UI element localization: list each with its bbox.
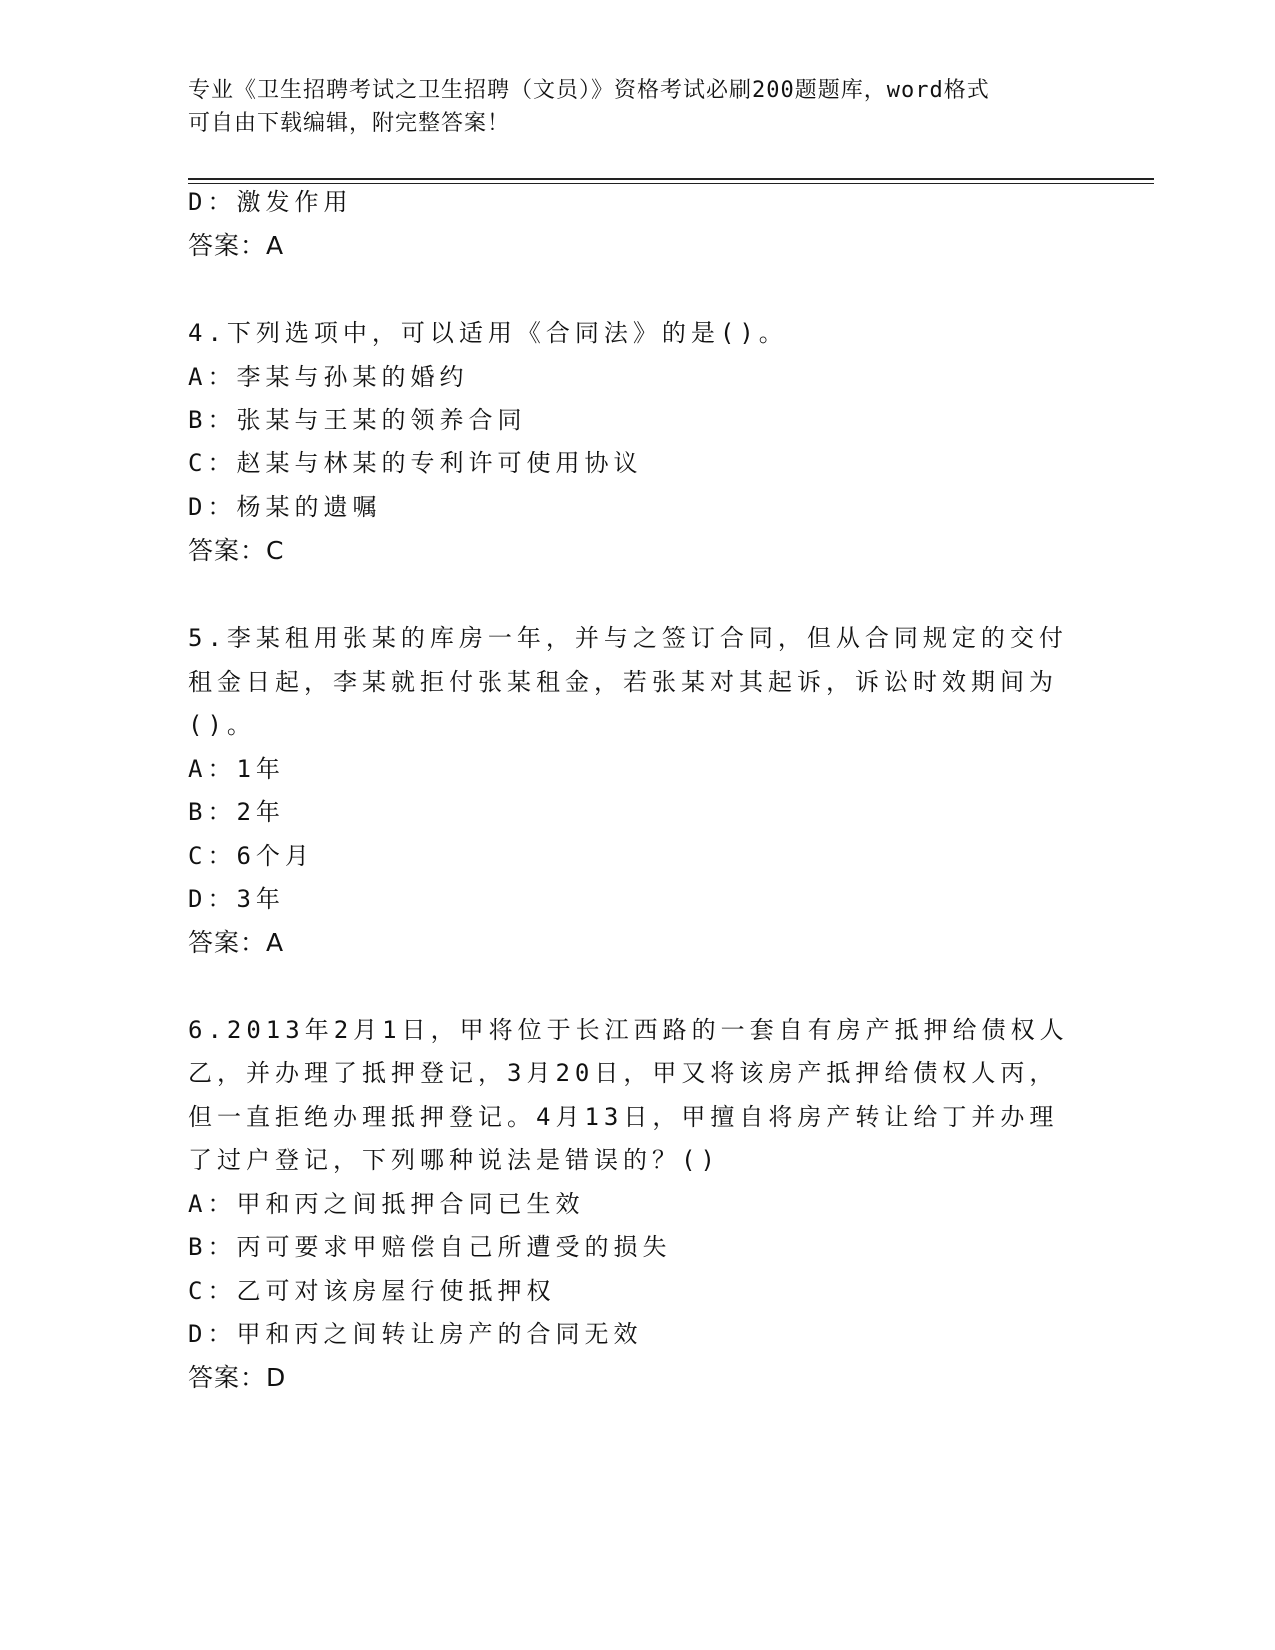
q5-stem-line2: 租金日起，李某就拒付张某租金，若张某对其起诉，诉讼时效期间为 (188, 668, 1058, 696)
header-title-line2: 可自由下载编辑，附完整答案！ (188, 111, 511, 136)
q4-option-c: C：赵某与林某的专利许可使用协议 (188, 449, 643, 477)
q5-stem-line1: 5.李某租用张某的库房一年，并与之签订合同，但从合同规定的交付 (188, 624, 1068, 652)
q5-stem-line3: ()。 (188, 711, 256, 739)
q6-stem-line2: 乙，并办理了抵押登记，3月20日，甲又将该房产抵押给债权人丙， (188, 1059, 1059, 1087)
q5-option-a: A：1年 (188, 755, 285, 783)
q6-stem-line4: 了过户登记，下列哪种说法是错误的？() (188, 1146, 720, 1174)
q3-option-d: D：激发作用 (188, 188, 353, 216)
q4-option-a: A：李某与孙某的婚约 (188, 363, 469, 391)
q5-option-d: D：3年 (188, 885, 285, 913)
document-header (188, 74, 1068, 140)
q6-option-b: B：丙可要求甲赔偿自己所遭受的损失 (188, 1233, 672, 1261)
q6-stem-line3: 但一直拒绝办理抵押登记。4月13日，甲擅自将房产转让给丁并办理 (188, 1103, 1059, 1131)
header-title-line1: 专业《卫生招聘考试之卫生招聘（文员）》资格考试必刷200题题库，word格式 (188, 78, 990, 103)
q6-option-d: D：甲和丙之间转让房产的合同无效 (188, 1320, 643, 1348)
q5-option-c: C：6个月 (188, 842, 314, 870)
q4-option-b: B：张某与王某的领养合同 (188, 406, 527, 434)
q5-option-b: B：2年 (188, 798, 285, 826)
q6-option-a: A：甲和丙之间抵押合同已生效 (188, 1190, 585, 1218)
header-divider-thin (188, 183, 1154, 184)
q3-answer: 答案：A (188, 231, 285, 260)
q6-answer: 答案：D (188, 1363, 287, 1392)
q5-answer: 答案：A (188, 928, 285, 957)
q4-stem: 4.下列选项中，可以适用《合同法》的是()。 (188, 319, 788, 347)
header-divider-thick (188, 178, 1154, 180)
q4-option-d: D：杨某的遗嘱 (188, 493, 382, 521)
q6-stem-line1: 6.2013年2月1日，甲将位于长江西路的一套自有房产抵押给债权人 (188, 1016, 1069, 1044)
q6-option-c: C：乙可对该房屋行使抵押权 (188, 1277, 556, 1305)
q4-answer: 答案：C (188, 536, 285, 565)
